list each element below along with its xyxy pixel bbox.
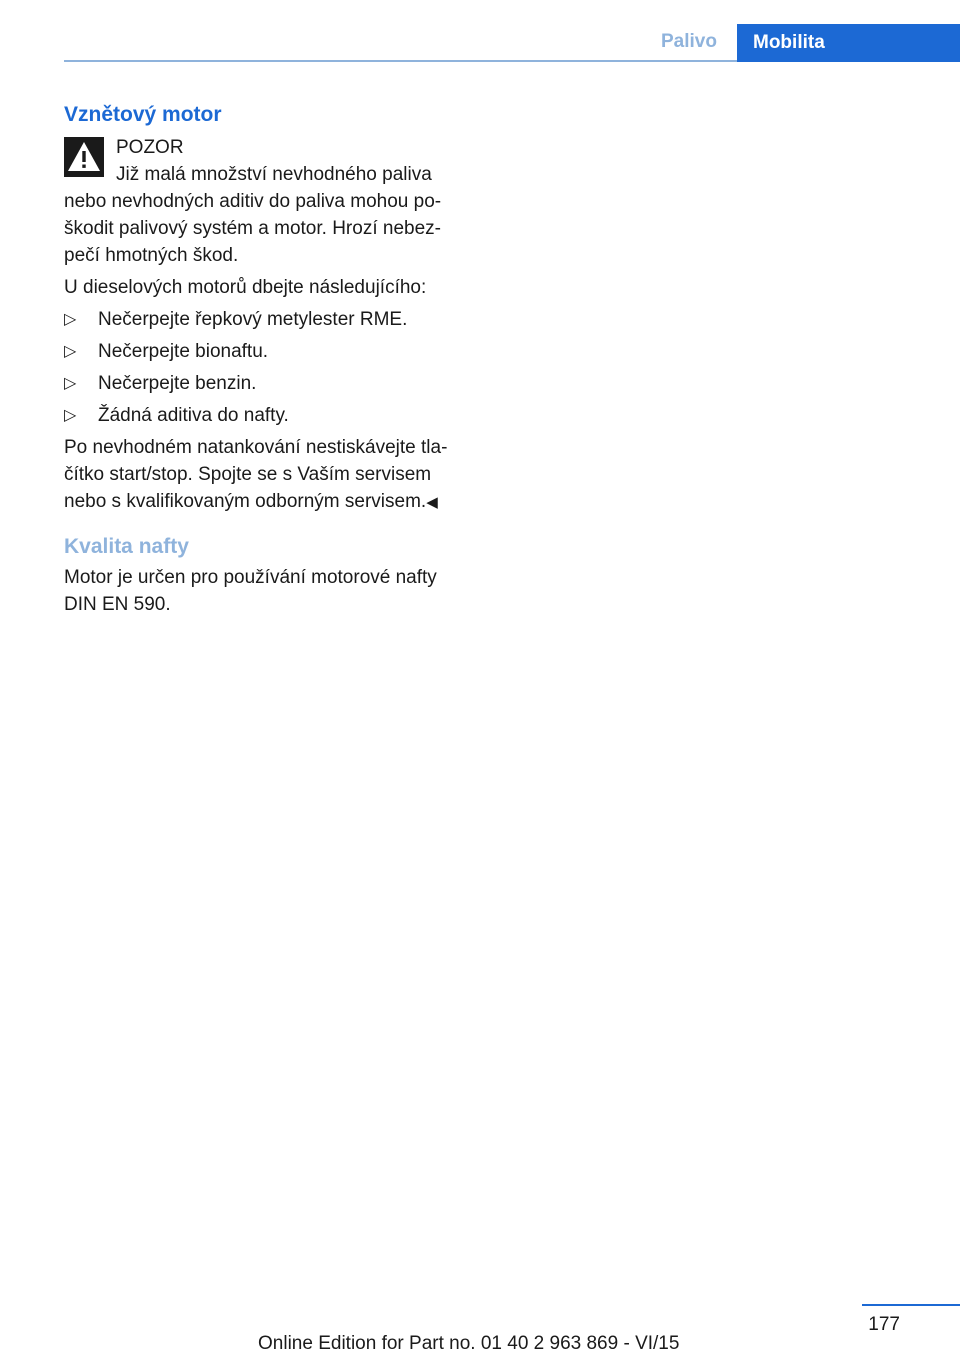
warning-line: škodit palivový systém a motor. Hrozí nebez- xyxy=(64,218,441,239)
edition-note: Online Edition for Part no. 01 40 2 963 869 - VI/15 xyxy=(258,1333,680,1354)
list-item xyxy=(64,338,464,365)
intro-text: U dieselových motorů dbejte následujícího: xyxy=(64,277,427,298)
main-content xyxy=(64,100,464,618)
warning-line: pečí hmotných škod. xyxy=(64,245,239,266)
warning-triangle-icon xyxy=(64,137,104,177)
bullet-triangle-icon: ▷ xyxy=(64,311,77,328)
list-item-text: Nečerpejte bionaftu. xyxy=(98,341,269,362)
list-item-text: Nečerpejte benzin. xyxy=(98,373,257,394)
warning-block xyxy=(64,134,464,269)
after-text-last xyxy=(64,488,464,516)
header-tab-chapter[interactable]: Mobilita xyxy=(737,24,960,62)
warning-title: POZOR xyxy=(116,137,184,158)
footer-rule xyxy=(862,1304,960,1306)
list-item xyxy=(64,402,464,429)
after-text-line: nebo s kvalifikovaným odborným servisem. xyxy=(64,491,427,512)
warning-line: nebo nevhodných aditiv do paliva mohou po- xyxy=(64,191,442,212)
warning-line: Již malá množství nevhodného paliva xyxy=(116,164,432,185)
section-title-diesel: Vznětový motor xyxy=(64,103,222,126)
quality-text-line: Motor je určen pro používání motorové nafty xyxy=(64,567,437,588)
header-tab-section[interactable]: Palivo xyxy=(661,31,717,52)
bullet-triangle-icon: ▷ xyxy=(64,343,77,360)
list-item xyxy=(64,306,464,333)
bullet-triangle-icon: ▷ xyxy=(64,375,77,392)
section-title-diesel-quality: Kvalita nafty xyxy=(64,535,189,558)
list-item-text: Nečerpejte řepkový metylester RME. xyxy=(98,309,408,330)
page-number: 177 xyxy=(868,1314,900,1335)
list-item-text: Žádná aditiva do nafty. xyxy=(98,405,289,426)
end-mark-icon: ◀ xyxy=(426,494,438,511)
quality-text-line: DIN EN 590. xyxy=(64,594,171,615)
list-item xyxy=(64,370,464,397)
bullet-triangle-icon: ▷ xyxy=(64,407,77,424)
after-text-line: čítko start/stop. Spojte se s Vaším servisem xyxy=(64,464,432,485)
after-text-line: Po nevhodném natankování nestiskávejte tla- xyxy=(64,437,448,458)
